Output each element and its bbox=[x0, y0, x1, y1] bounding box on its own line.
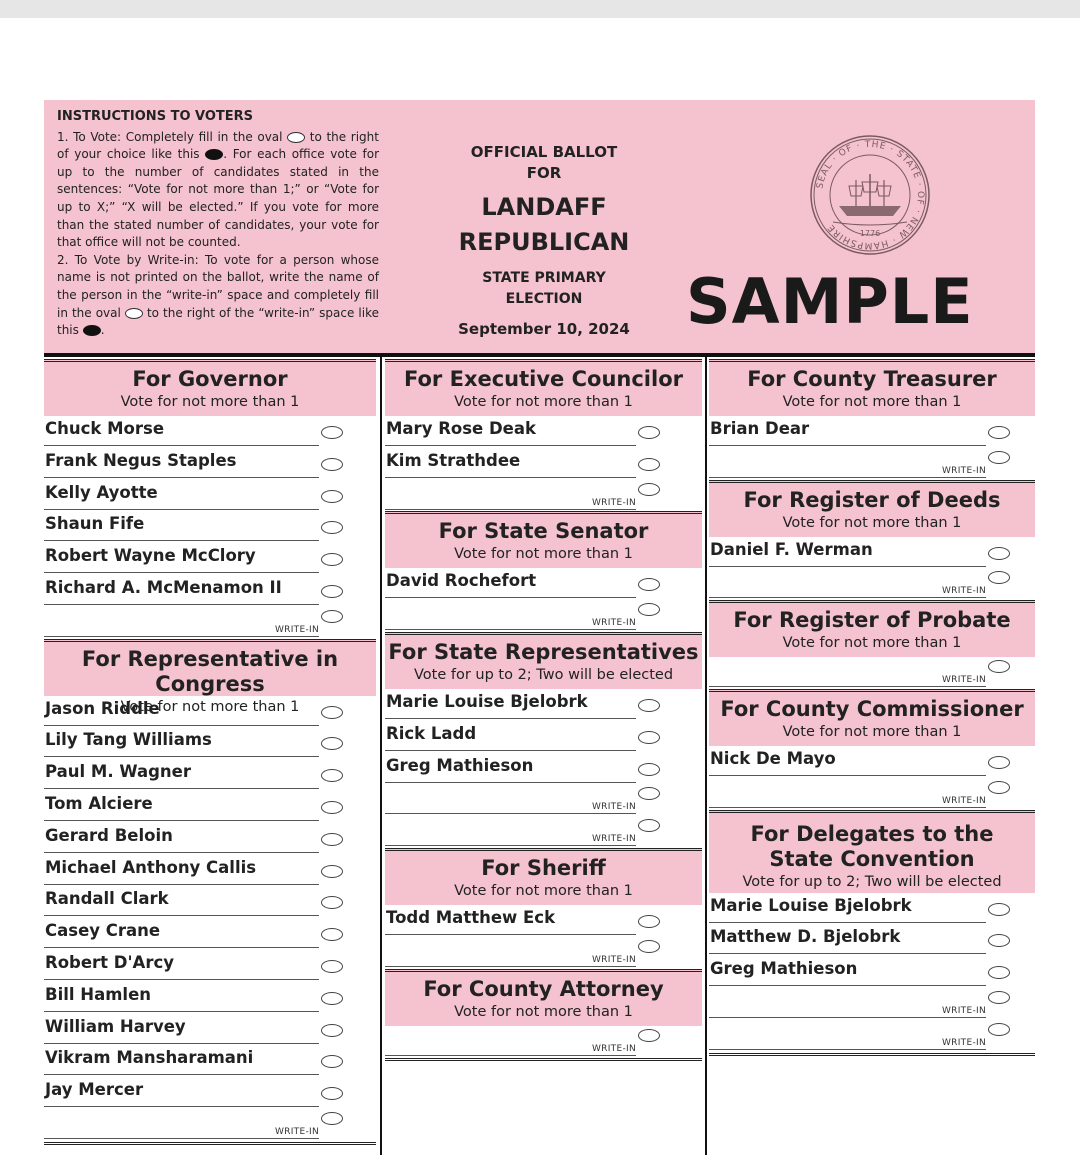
candidate-name: Robert Wayne McClory bbox=[45, 546, 256, 566]
candidate-row bbox=[44, 791, 376, 823]
write-in-label: WRITE-IN bbox=[941, 586, 986, 597]
candidate-name: Todd Matthew Eck bbox=[386, 908, 556, 927]
candidate-name: Lily Tang Williams bbox=[45, 730, 212, 750]
candidate-row bbox=[709, 416, 1035, 448]
candidate-row bbox=[709, 956, 1035, 988]
race-title: For State Senator bbox=[438, 519, 649, 544]
candidate-name: Marie Louise Bjelobrk bbox=[386, 692, 588, 711]
filled-oval-icon bbox=[205, 149, 223, 160]
header-divider bbox=[44, 353, 1035, 357]
candidate-name: Jason Riddle bbox=[45, 698, 160, 718]
candidate-name: Chuck Morse bbox=[45, 419, 165, 438]
candidate-line bbox=[44, 477, 319, 478]
write-in-label: WRITE-IN bbox=[941, 795, 986, 806]
candidate-line bbox=[44, 820, 319, 821]
vote-oval[interactable] bbox=[321, 1024, 343, 1037]
candidate-name: Jay Mercer bbox=[45, 1080, 144, 1100]
town-party-title bbox=[440, 190, 648, 260]
race-instruction: Vote for not more than 1 bbox=[454, 394, 633, 410]
candidate-line bbox=[385, 477, 636, 478]
write-in-label: WRITE-IN bbox=[274, 1127, 319, 1137]
candidate-row bbox=[385, 416, 702, 448]
candidate-line bbox=[385, 629, 636, 630]
instruction-paragraph-2: 2. To Vote by Write-in: To vote for a person whose name is not printed on the ballot, write the name of the person in the “write-in” space and completely fill in the oval to the right of the “write-in” space like this . bbox=[57, 252, 379, 338]
vote-oval[interactable] bbox=[988, 547, 1010, 560]
candidate-row bbox=[44, 480, 376, 512]
candidate-name: Vikram Mansharamani bbox=[45, 1048, 254, 1068]
candidate-row bbox=[385, 568, 702, 600]
empty-oval-icon bbox=[287, 132, 305, 143]
vote-oval[interactable] bbox=[321, 458, 343, 471]
candidate-name: Michael Anthony Callis bbox=[45, 857, 257, 877]
vote-oval[interactable] bbox=[321, 992, 343, 1005]
vote-oval[interactable] bbox=[321, 928, 343, 941]
candidate-line bbox=[44, 947, 319, 948]
race-header bbox=[385, 511, 702, 568]
race-title: For Representative in Congress bbox=[81, 646, 339, 696]
race-instruction: Vote for not more than 1 bbox=[782, 635, 962, 652]
vote-oval[interactable] bbox=[988, 1023, 1010, 1036]
race-title: For Sheriff bbox=[481, 856, 606, 880]
candidate-line bbox=[709, 985, 986, 986]
race-instruction: Vote for not more than 1 bbox=[782, 724, 962, 740]
race-instruction: Vote for not more than 1 bbox=[782, 394, 962, 410]
vote-oval[interactable] bbox=[321, 1112, 343, 1125]
race-instruction: Vote for up to 2; Two will be elected bbox=[413, 667, 674, 683]
candidate-row bbox=[709, 746, 1035, 778]
vote-oval[interactable] bbox=[321, 833, 343, 846]
write-in-row bbox=[385, 937, 702, 969]
column-end-line bbox=[709, 1053, 1035, 1057]
candidate-row bbox=[385, 905, 702, 937]
race-header bbox=[709, 359, 1035, 416]
sample-watermark: SAMPLE bbox=[686, 265, 974, 338]
candidate-name: Greg Mathieson bbox=[710, 959, 858, 979]
race-title: For State Representatives bbox=[388, 640, 699, 664]
candidate-row bbox=[44, 543, 376, 575]
race-header bbox=[385, 969, 702, 1026]
write-in-label: WRITE-IN bbox=[591, 618, 636, 629]
candidate-line bbox=[709, 1049, 986, 1050]
candidate-name: Rick Ladd bbox=[386, 723, 477, 743]
write-in-row bbox=[709, 1020, 1035, 1052]
candidate-line bbox=[385, 597, 636, 598]
vote-oval[interactable] bbox=[988, 781, 1010, 794]
race-instruction: Vote for not more than 1 bbox=[454, 546, 633, 563]
candidate-line bbox=[385, 718, 636, 719]
candidate-line bbox=[709, 445, 986, 446]
candidate-line bbox=[385, 782, 636, 783]
vote-oval[interactable] bbox=[988, 451, 1010, 464]
candidate-name: Gerard Beloin bbox=[45, 825, 173, 845]
race-header bbox=[385, 632, 702, 689]
vote-oval[interactable] bbox=[321, 737, 343, 750]
candidate-line bbox=[44, 604, 319, 605]
candidate-name: Frank Negus Staples bbox=[45, 450, 237, 470]
candidate-row bbox=[44, 696, 376, 728]
candidate-name: Greg Mathieson bbox=[386, 755, 534, 775]
vote-oval[interactable] bbox=[321, 1087, 343, 1100]
candidate-line bbox=[709, 775, 986, 776]
candidate-row bbox=[385, 721, 702, 753]
candidate-line bbox=[44, 884, 319, 885]
candidate-line bbox=[44, 636, 319, 637]
candidate-row bbox=[44, 855, 376, 887]
write-in-row bbox=[709, 568, 1035, 600]
write-in-label: WRITE-IN bbox=[274, 624, 319, 635]
instruction-paragraph-1: 1. To Vote: Completely fill in the oval to the right of your choice like this . For each office vote for up to the number of candidates stated in the sentences: “Vote for not more than 1;” or “Vote for up to X;” “X will be elected.” If you vote for more than the stated number of candidates, your vote for that office will not be counted. bbox=[57, 129, 380, 250]
candidate-line bbox=[44, 445, 319, 446]
race-title: For County Attorney bbox=[423, 976, 664, 1001]
candidate-line bbox=[709, 807, 986, 808]
seal-ring-text: SEAL · OF · THE · STATE · OF · NEW · HAMPSHIRE bbox=[815, 139, 926, 251]
candidate-row bbox=[44, 1077, 376, 1109]
write-in-label: WRITE-IN bbox=[591, 954, 636, 965]
vote-oval[interactable] bbox=[321, 1055, 343, 1068]
candidate-row bbox=[44, 950, 376, 982]
write-in-row bbox=[709, 778, 1035, 810]
candidate-name: Randall Clark bbox=[45, 889, 169, 909]
column-divider-2 bbox=[705, 357, 707, 1155]
race-title: For County Treasurer bbox=[747, 367, 997, 391]
candidate-row bbox=[44, 886, 376, 918]
candidate-line bbox=[709, 597, 986, 598]
write-in-row bbox=[44, 607, 376, 639]
race-instruction: Vote for up to 2; Two will be elected bbox=[742, 873, 1002, 890]
candidate-row bbox=[44, 448, 376, 480]
candidate-row bbox=[44, 511, 376, 543]
candidate-name: Marie Louise Bjelobrk bbox=[710, 895, 912, 915]
candidate-row bbox=[385, 448, 702, 480]
vote-oval[interactable] bbox=[321, 553, 343, 566]
candidate-line bbox=[44, 915, 319, 916]
candidate-line bbox=[44, 852, 319, 853]
vote-oval[interactable] bbox=[321, 769, 343, 782]
filled-oval-icon bbox=[83, 325, 101, 336]
race-title: For Governor bbox=[132, 367, 288, 391]
candidate-row bbox=[44, 575, 376, 607]
candidate-row bbox=[44, 759, 376, 791]
race-instruction: Vote for not more than 1 bbox=[120, 394, 300, 410]
vote-oval[interactable] bbox=[638, 699, 660, 712]
candidate-line bbox=[709, 1017, 986, 1018]
write-in-row bbox=[385, 1026, 702, 1058]
candidate-name: Brian Dear bbox=[710, 419, 810, 438]
vote-oval[interactable] bbox=[321, 610, 343, 623]
race-title: For Delegates to the bbox=[750, 821, 994, 846]
write-in-row bbox=[385, 784, 702, 816]
write-in-label: WRITE-IN bbox=[591, 834, 636, 845]
candidate-line bbox=[44, 756, 319, 757]
candidate-name: Shaun Fife bbox=[45, 514, 145, 534]
candidate-line bbox=[44, 1074, 319, 1075]
write-in-row bbox=[385, 816, 702, 848]
candidate-line bbox=[709, 477, 986, 478]
candidate-line bbox=[709, 953, 986, 954]
candidate-name: Richard A. McMenamon II bbox=[45, 578, 282, 597]
candidate-row bbox=[44, 823, 376, 855]
race-header bbox=[385, 359, 702, 416]
vote-oval[interactable] bbox=[988, 426, 1010, 439]
column-end-line bbox=[385, 1058, 702, 1062]
candidate-name: Robert D'Arcy bbox=[45, 953, 175, 972]
race-title: State Convention bbox=[769, 846, 975, 871]
candidate-row bbox=[709, 537, 1035, 569]
candidate-line bbox=[385, 445, 636, 446]
write-in-label: WRITE-IN bbox=[941, 1037, 986, 1048]
candidate-row bbox=[709, 924, 1035, 956]
vote-oval[interactable] bbox=[638, 483, 660, 496]
write-in-row bbox=[709, 448, 1035, 480]
candidate-row bbox=[709, 893, 1035, 925]
vote-oval[interactable] bbox=[988, 934, 1010, 947]
candidate-name: Matthew D. Bjelobrk bbox=[710, 927, 901, 947]
write-in-row bbox=[709, 657, 1035, 689]
vote-oval[interactable] bbox=[988, 756, 1010, 769]
vote-oval[interactable] bbox=[638, 915, 660, 928]
candidate-line bbox=[385, 966, 636, 967]
browser-top-bar bbox=[0, 0, 1080, 18]
candidate-row bbox=[385, 753, 702, 785]
vote-oval[interactable] bbox=[321, 426, 343, 439]
write-in-label: WRITE-IN bbox=[941, 1006, 986, 1016]
candidate-line bbox=[44, 572, 319, 573]
vote-oval[interactable] bbox=[638, 819, 660, 832]
vote-oval[interactable] bbox=[638, 731, 660, 744]
candidate-line bbox=[44, 1106, 319, 1107]
candidate-line bbox=[44, 1138, 319, 1139]
candidate-line bbox=[709, 922, 986, 923]
race-instruction: Vote for not more than 1 bbox=[120, 698, 300, 715]
race-title: For County Commissioner bbox=[720, 697, 1024, 721]
vote-oval[interactable] bbox=[638, 426, 660, 439]
write-in-label: WRITE-IN bbox=[941, 465, 986, 476]
candidate-row bbox=[44, 727, 376, 759]
candidate-line bbox=[44, 1043, 319, 1044]
candidate-name: Kim Strathdee bbox=[386, 450, 521, 470]
candidate-name: Nick De Mayo bbox=[710, 749, 836, 768]
race-title: For Executive Councilor bbox=[404, 367, 683, 391]
election-date: September 10, 2024 bbox=[458, 320, 630, 338]
candidate-line bbox=[385, 750, 636, 751]
write-in-row bbox=[385, 480, 702, 512]
candidate-row bbox=[385, 689, 702, 721]
race-title: For Register of Probate bbox=[733, 608, 1011, 633]
candidate-line bbox=[709, 686, 986, 687]
candidate-line bbox=[44, 1011, 319, 1012]
instructions-title: INSTRUCTIONS TO VOTERS bbox=[57, 109, 254, 124]
candidate-row bbox=[44, 918, 376, 950]
vote-oval[interactable] bbox=[321, 865, 343, 878]
race-header bbox=[385, 848, 702, 905]
vote-oval[interactable] bbox=[321, 960, 343, 973]
vote-oval[interactable] bbox=[988, 660, 1010, 673]
candidate-line bbox=[709, 566, 986, 567]
column-divider-1 bbox=[380, 357, 382, 1155]
race-instruction: Vote for not more than 1 bbox=[454, 883, 633, 899]
candidate-line bbox=[44, 788, 319, 789]
candidate-row bbox=[44, 1014, 376, 1046]
vote-oval[interactable] bbox=[638, 1029, 660, 1042]
candidate-row bbox=[44, 982, 376, 1014]
candidate-name: Mary Rose Deak bbox=[386, 419, 536, 438]
candidate-name: Bill Hamlen bbox=[45, 984, 152, 1004]
write-in-row bbox=[44, 1109, 376, 1141]
race-instruction: Vote for not more than 1 bbox=[454, 1003, 633, 1020]
write-in-row bbox=[385, 600, 702, 632]
candidate-name: Kelly Ayotte bbox=[45, 482, 158, 502]
vote-oval[interactable] bbox=[988, 991, 1010, 1004]
vote-oval[interactable] bbox=[988, 903, 1010, 916]
vote-oval[interactable] bbox=[321, 801, 343, 814]
candidate-line bbox=[44, 979, 319, 980]
vote-oval[interactable] bbox=[638, 763, 660, 776]
candidate-line bbox=[44, 540, 319, 541]
vote-oval[interactable] bbox=[321, 896, 343, 909]
write-in-row bbox=[709, 988, 1035, 1020]
vote-oval[interactable] bbox=[988, 571, 1010, 584]
write-in-label: WRITE-IN bbox=[591, 1043, 636, 1054]
candidate-name: Casey Crane bbox=[45, 921, 161, 941]
candidate-name: Paul M. Wagner bbox=[45, 762, 191, 782]
race-header bbox=[709, 689, 1035, 746]
candidate-row bbox=[44, 1045, 376, 1077]
vote-oval[interactable] bbox=[321, 521, 343, 534]
candidate-name: David Rochefort bbox=[386, 571, 537, 591]
empty-oval-icon bbox=[125, 308, 143, 319]
race-header bbox=[44, 359, 376, 416]
race-header bbox=[709, 810, 1035, 893]
vote-oval[interactable] bbox=[321, 490, 343, 503]
vote-oval[interactable] bbox=[321, 706, 343, 719]
voter-instructions bbox=[57, 108, 379, 340]
race-header bbox=[709, 480, 1035, 537]
vote-oval[interactable] bbox=[638, 578, 660, 591]
candidate-line bbox=[385, 1055, 636, 1056]
candidate-line bbox=[385, 845, 636, 846]
candidate-name: Daniel F. Werman bbox=[710, 539, 873, 559]
candidate-line bbox=[385, 934, 636, 935]
vote-oval[interactable] bbox=[638, 458, 660, 471]
vote-oval[interactable] bbox=[988, 966, 1010, 979]
election-name: STATE PRIMARY ELECTION bbox=[482, 270, 606, 307]
vote-oval[interactable] bbox=[321, 585, 343, 598]
candidate-line bbox=[44, 509, 319, 510]
candidate-line bbox=[385, 813, 636, 814]
candidate-line bbox=[385, 509, 636, 510]
race-instruction: Vote for not more than 1 bbox=[782, 514, 962, 531]
candidate-name: Tom Alciere bbox=[45, 794, 153, 813]
candidate-row bbox=[44, 416, 376, 448]
seal-year: 1776 bbox=[859, 229, 881, 238]
vote-oval[interactable] bbox=[638, 940, 660, 953]
race-header bbox=[709, 600, 1035, 657]
state-seal-icon bbox=[809, 134, 931, 256]
write-in-label: WRITE-IN bbox=[591, 802, 636, 813]
candidate-line bbox=[44, 725, 319, 726]
party-name: REPUBLICAN bbox=[458, 228, 630, 256]
vote-oval[interactable] bbox=[638, 603, 660, 616]
candidate-name: William Harvey bbox=[45, 1016, 186, 1036]
write-in-label: WRITE-IN bbox=[591, 497, 636, 508]
official-ballot-label: OFFICIAL BALLOT FOR bbox=[470, 143, 618, 182]
column-end-line bbox=[44, 1142, 376, 1146]
race-title: For Register of Deeds bbox=[743, 487, 1001, 512]
vote-oval[interactable] bbox=[638, 787, 660, 800]
town-name: LANDAFF bbox=[481, 193, 607, 221]
write-in-label: WRITE-IN bbox=[941, 675, 986, 686]
